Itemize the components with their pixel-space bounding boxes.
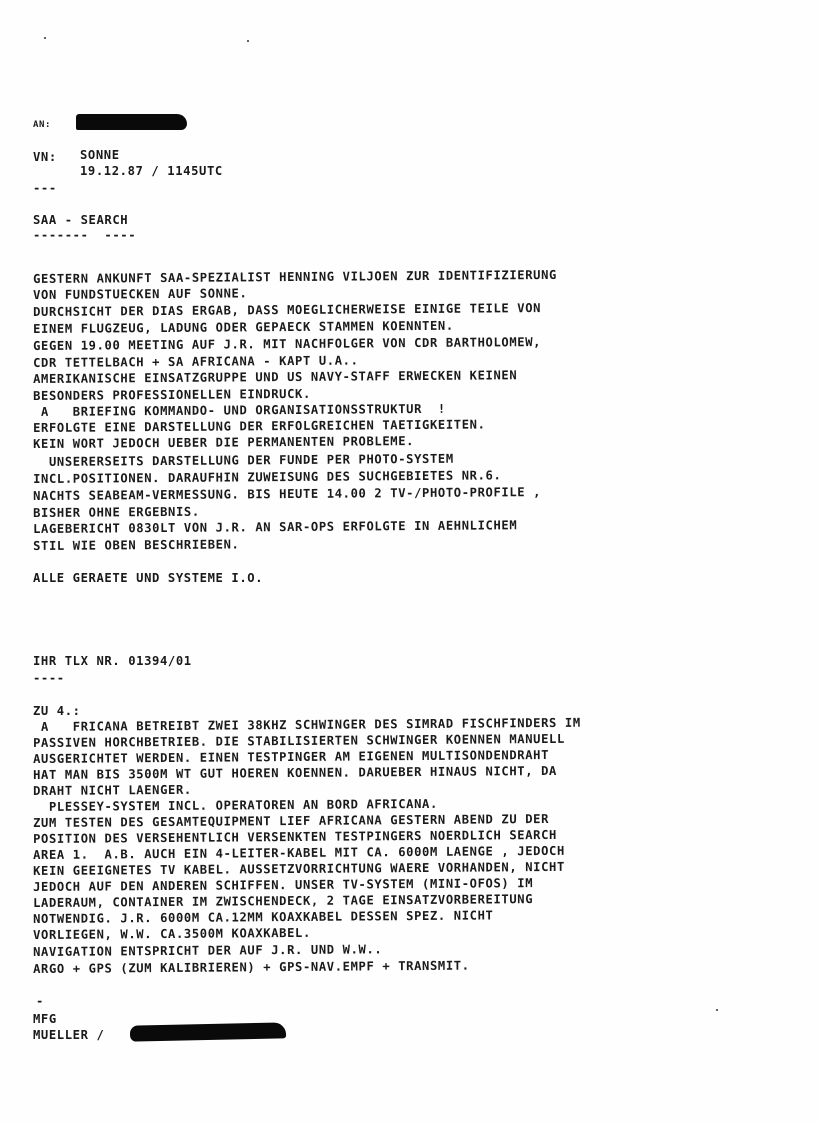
section2-line: AUSGERICHTET WERDEN. EINEN TESTPINGER AM EIGENEN MULTISONDENDRAHT <box>33 747 550 766</box>
section2-line: POSITION DES VERSEHENTLICH VERSENKTEN TESTPINGERS NOERDLICH SEARCH <box>33 827 557 846</box>
section2-line: AREA 1. A.B. AUCH EIN 4-LEITER-KABEL MIT CA. 6000M LAENGE , JEDOCH <box>33 843 565 862</box>
section2-line: HAT MAN BIS 3500M WT GUT HOEREN KOENNEN. DARUEBER HINAUS NICHT, DA <box>33 763 557 782</box>
header-separator: --- <box>33 181 57 195</box>
section2-line: ZUM TESTEN DES GESAMTEQUIPMENT LIEF AFRICANA GESTERN ABEND ZU DER <box>33 811 550 830</box>
section1-line: VON FUNDSTUECKEN AUF SONNE. <box>33 286 248 302</box>
section1-line: DURCHSICHT DER DIAS ERGAB, DASS MOEGLICHERWEISE EINIGE TEILE VON <box>33 301 542 319</box>
section1-line: GEGEN 19.00 MEETING AUF J.R. MIT NACHFOLGER VON CDR BARTHOLOMEW, <box>33 335 542 353</box>
section1-line: LAGEBERICHT 0830LT VON J.R. AN SAR-OPS ERFOLGTE IN AEHNLICHEM <box>33 518 518 536</box>
section1-line: STIL WIE OBEN BESCHRIEBEN. <box>33 537 240 553</box>
recipient-redaction <box>76 114 187 130</box>
section1-line: UNSERERSEITS DARSTELLUNG DER FUNDE PER PHOTO-SYSTEM <box>33 451 454 469</box>
section2-line: DRAHT NICHT LAENGER. <box>33 782 192 798</box>
section1-line: NACHTS SEABEAM-VERMESSUNG. BIS HEUTE 14.00 2 TV-/PHOTO-PROFILE , <box>33 485 542 503</box>
section1-line: INCL.POSITIONEN. DARAUFHIN ZUWEISUNG DES SUCHGEBIETES NR.6. <box>33 468 502 486</box>
section1-line: A BRIEFING KOMMANDO- UND ORGANISATIONSSTRUKTUR ! <box>33 401 446 419</box>
section1-line: ERFOLGTE EINE DARSTELLUNG DER ERFOLGREICHEN TAETIGKEITEN. <box>33 417 486 435</box>
sender-ship: SONNE <box>80 148 120 162</box>
scan-speck <box>716 1009 718 1011</box>
section2-line: VORLIEGEN, W.W. CA.3500M KOAXKABEL. <box>33 925 311 942</box>
footer-greeting: MFG <box>33 1012 57 1026</box>
recipient-label: AN: <box>33 120 52 130</box>
footer-sender: MUELLER / <box>33 1028 105 1042</box>
section2-line: LADERAUM, CONTAINER IM ZWISCHENDECK, 2 TAGE EINSATZVORBEREITUNG <box>33 892 534 910</box>
section2-underline: ---- <box>33 671 65 685</box>
section2-line: A FRICANA BETREIBT ZWEI 38KHZ SCHWINGER DES SIMRAD FISCHFINDERS IM <box>33 715 581 734</box>
sender-label: VN: <box>33 150 57 164</box>
section1-closing: ALLE GERAETE UND SYSTEME I.O. <box>33 571 264 585</box>
section1-line: AMERIKANISCHE EINSATZGRUPPE UND US NAVY-STAFF ERWECKEN KEINEN <box>33 368 518 386</box>
sender-redaction <box>130 1022 286 1041</box>
section2-line: ARGO + GPS (ZUM KALIBRIEREN) + GPS-NAV.EMPF + TRANSMIT. <box>33 958 470 976</box>
footer-dash: - <box>36 994 44 1008</box>
scan-speck <box>247 40 249 42</box>
section2-line: KEIN GEEIGNETES TV KABEL. AUSSETZVORRICHTUNG WAERE VORHANDEN, NICHT <box>33 859 565 878</box>
section2-line: JEDOCH AUF DEN ANDEREN SCHIFFEN. UNSER TV-SYSTEM (MINI-OFOS) IM <box>33 876 534 894</box>
section1-line: KEIN WORT JEDOCH UEBER DIE PERMANENTEN PROBLEME. <box>33 434 415 451</box>
section2-title: IHR TLX NR. 01394/01 <box>33 654 192 668</box>
section2-line: NAVIGATION ENTSPRICHT DER AUF J.R. UND W.W.. <box>33 942 383 959</box>
section1-line: CDR TETTELBACH + SA AFRICANA - KAPT U.A.. <box>33 353 359 370</box>
message-date: 19.12.87 / 1145UTC <box>80 164 223 178</box>
section2-line: PASSIVEN HORCHBETRIEB. DIE STABILISIERTEN SCHWINGER KOENNEN MANUELL <box>33 731 565 750</box>
section1-line: BISHER OHNE ERGEBNIS. <box>33 504 200 520</box>
section1-underline: ------- ---- <box>33 228 137 242</box>
section2-line: NOTWENDIG. J.R. 6000M CA.12MM KOAXKABEL DESSEN SPEZ. NICHT <box>33 908 494 926</box>
section2-line: PLESSEY-SYSTEM INCL. OPERATOREN AN BORD AFRICANA. <box>33 796 438 814</box>
section1-line: GESTERN ANKUNFT SAA-SPEZIALIST HENNING VILJOEN ZUR IDENTIFIZIERUNG <box>33 267 557 286</box>
section1-title: SAA - SEARCH <box>33 213 129 227</box>
scan-speck <box>44 37 46 39</box>
section2-subtitle: ZU 4.: <box>33 704 81 718</box>
section1-line: BESONDERS PROFESSIONELLEN EINDRUCK. <box>33 386 311 403</box>
section1-line: EINEM FLUGZEUG, LADUNG ODER GEPAECK STAMMEN KOENNTEN. <box>33 318 454 336</box>
